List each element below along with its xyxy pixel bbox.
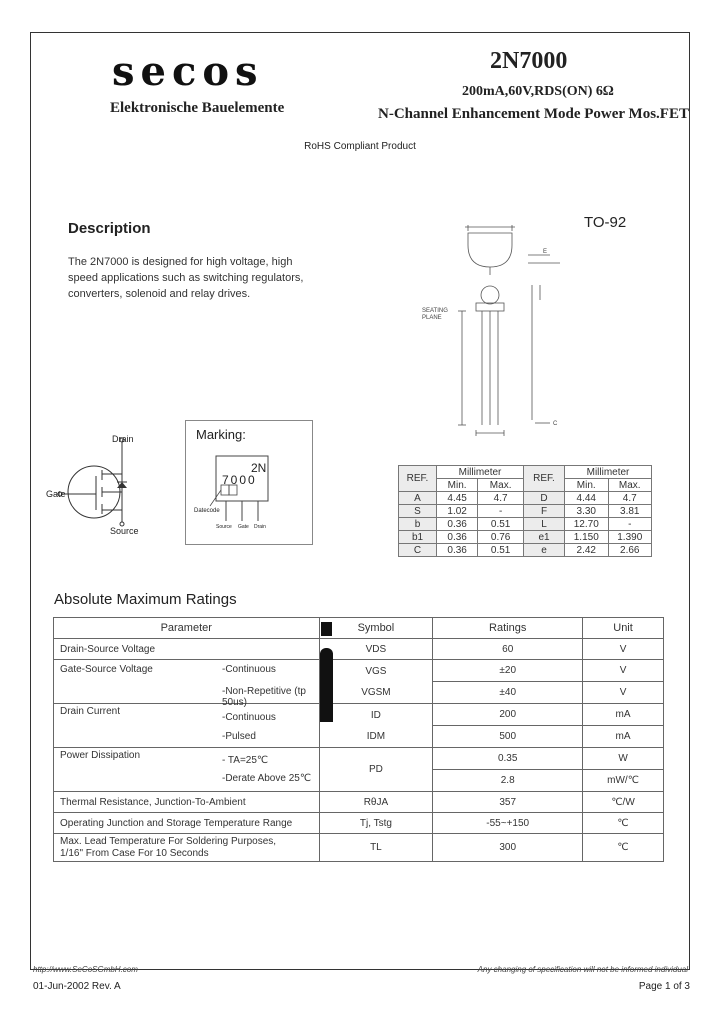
source-label: Source	[110, 526, 139, 536]
brand-tagline: Elektronische Bauelemente	[110, 100, 285, 116]
unit-cell: V	[583, 639, 664, 660]
ref-cell: L	[524, 518, 565, 531]
ref-cell: C	[399, 544, 437, 557]
footer-url[interactable]: http://www.SeCoSGmbH.com	[33, 965, 138, 974]
symbol-cell: VGSM	[361, 686, 391, 698]
value-cell: 60	[433, 639, 583, 660]
max-cell: 2.66	[608, 544, 652, 557]
ratings-table	[53, 617, 664, 862]
package-name: TO-92	[584, 214, 627, 231]
table-row	[399, 492, 652, 505]
unit-header: Millimeter	[565, 466, 652, 479]
table-row	[399, 531, 652, 544]
table-row	[54, 704, 664, 748]
max-cell: 0.76	[478, 531, 524, 544]
max-cell: 4.7	[478, 492, 524, 505]
param-sub: -Continuous	[222, 664, 276, 675]
value-cell: ±20	[433, 660, 582, 682]
symbol-cell: RθJA	[319, 792, 433, 813]
value-cell: 500	[499, 731, 517, 742]
param-cell: Max. Lead Temperature For Soldering Purposes,	[60, 835, 277, 847]
value-cell: 300	[433, 834, 583, 862]
param-sub: -Continuous	[222, 712, 276, 723]
param-cell: 1/16" From Case For 10 Seconds	[60, 847, 209, 859]
value-cell: -55~+150	[433, 813, 583, 834]
min-cell: 4.45	[437, 492, 478, 505]
ratings-heading: Absolute Maximum Ratings	[54, 591, 237, 608]
brand-logo: secos	[112, 48, 264, 95]
min-cell: 12.70	[565, 518, 609, 531]
page-number: Page 1 of 3	[638, 981, 690, 992]
min-cell: 3.30	[565, 505, 609, 518]
min-cell: 1.02	[437, 505, 478, 518]
value-cell: ±40	[499, 687, 517, 698]
param-sub: -Non-Repetitive (tp 50us)	[222, 686, 306, 708]
max-cell: -	[478, 505, 524, 518]
mosfet-schematic-icon	[44, 430, 154, 540]
part-number: 2N7000	[490, 48, 568, 74]
table-row	[54, 792, 664, 813]
table-row	[54, 834, 664, 862]
min-header: Min.	[437, 479, 478, 492]
param-cell: Power Dissipation	[60, 750, 141, 761]
max-cell: 0.51	[478, 544, 524, 557]
dim-c-label: C	[553, 421, 558, 427]
ref-cell: e	[524, 544, 565, 557]
max-cell: 0.51	[478, 518, 524, 531]
max-cell: 1.390	[608, 531, 652, 544]
symbol-cell: IDM	[366, 730, 386, 742]
description-line: The 2N7000 is designed for high voltage, high	[68, 256, 293, 268]
drain-label: Drain	[112, 434, 134, 444]
max-cell: -	[608, 518, 652, 531]
max-cell: 4.7	[608, 492, 652, 505]
unit-header: Millimeter	[437, 466, 524, 479]
ref-header: REF.	[399, 466, 437, 492]
symbol-header: Symbol	[319, 618, 433, 639]
value-cell: 357	[433, 792, 583, 813]
unit-cell: W	[583, 748, 663, 770]
min-cell: 0.36	[437, 544, 478, 557]
unit-cell: ℃/W	[583, 792, 664, 813]
dimensions-table	[398, 465, 652, 557]
description-text	[68, 254, 328, 302]
pin-label-drain: Drain	[254, 524, 266, 530]
param-cell: Drain Current	[60, 706, 121, 717]
symbol-cell: TL	[319, 834, 433, 862]
param-sub: -Derate Above 25℃	[222, 773, 312, 784]
marking-title: Marking:	[196, 427, 246, 442]
ref-cell: F	[524, 505, 565, 518]
footer-date: 01-Jun-2002 Rev. A	[33, 981, 121, 992]
unit-cell: mA	[615, 731, 631, 742]
ref-cell: e1	[524, 531, 565, 544]
param-sub: -Pulsed	[222, 731, 256, 742]
table-row	[399, 544, 652, 557]
scan-artifact	[320, 648, 333, 722]
min-cell: 4.44	[565, 492, 609, 505]
param-cell: Operating Junction and Storage Temperature Range	[54, 813, 320, 834]
symbol-cell: VGS	[365, 665, 387, 677]
table-row	[54, 639, 664, 660]
table-row	[399, 518, 652, 531]
description-heading: Description	[68, 220, 151, 237]
param-cell: Drain-Source Voltage	[54, 639, 320, 660]
ratings-header: Ratings	[433, 618, 583, 639]
min-cell: 0.36	[437, 531, 478, 544]
value-cell: 0.35	[433, 748, 582, 770]
symbol-cell: VDS	[319, 639, 433, 660]
ref-cell: b1	[399, 531, 437, 544]
description-line: converters, solenoid and relay drives.	[68, 288, 251, 300]
ref-cell: S	[399, 505, 437, 518]
table-row	[54, 813, 664, 834]
marking-line-1: 2N	[251, 461, 267, 475]
unit-cell: V	[583, 660, 663, 682]
param-cell: Thermal Resistance, Junction-To-Ambient	[54, 792, 320, 813]
ref-cell: A	[399, 492, 437, 505]
table-row	[399, 505, 652, 518]
param-sub: - TA=25℃	[222, 755, 269, 766]
pin-label-source: Source	[216, 524, 232, 530]
seating-plane-label: PLANE	[422, 315, 442, 321]
device-subtitle: N-Channel Enhancement Mode Power Mos.FET	[378, 106, 689, 122]
footer-note: Any changing of specification will not be informed individual	[477, 965, 688, 974]
symbol-cell: PD	[319, 748, 433, 792]
value-cell: 2.8	[500, 775, 515, 786]
ref-header: REF.	[524, 466, 565, 492]
ref-cell: b	[399, 518, 437, 531]
rohs-note: RoHS Compliant Product	[304, 141, 416, 152]
marking-line-2: 7000	[222, 473, 257, 487]
scan-artifact	[321, 622, 332, 636]
min-header: Min.	[565, 479, 609, 492]
param-cell: Gate-Source Voltage	[60, 664, 153, 675]
min-cell: 2.42	[565, 544, 609, 557]
dim-e-label: E	[543, 249, 548, 255]
ref-cell: D	[524, 492, 565, 505]
table-row	[54, 748, 664, 792]
description-line: speed applications such as switching regulators,	[68, 272, 304, 284]
parameter-header: Parameter	[54, 618, 320, 639]
max-cell: 3.81	[608, 505, 652, 518]
datecode-label: Datecode	[194, 508, 220, 514]
unit-header: Unit	[583, 618, 664, 639]
headline-ratings: 200mA,60V,RDS(ON) 6Ω	[462, 84, 614, 99]
symbol-cell: Tj, Tstg	[319, 813, 433, 834]
package-outline-drawing	[410, 215, 585, 445]
min-cell: 1.150	[565, 531, 609, 544]
marking-panel	[185, 420, 313, 545]
unit-cell: ℃	[583, 834, 664, 862]
unit-cell: mW/℃	[607, 775, 639, 786]
gate-label: Gate	[46, 489, 66, 499]
unit-cell: V	[619, 687, 627, 698]
table-header-row	[54, 618, 664, 639]
table-row	[54, 660, 664, 704]
min-cell: 0.36	[437, 518, 478, 531]
seating-plane-label: SEATING	[422, 308, 448, 314]
unit-cell: ℃	[583, 813, 664, 834]
max-header: Max.	[608, 479, 652, 492]
pin-label-gate: Gate	[238, 524, 249, 530]
unit-cell: mA	[583, 704, 663, 726]
max-header: Max.	[478, 479, 524, 492]
value-cell: 200	[433, 704, 582, 726]
symbol-cell: ID	[370, 709, 381, 721]
